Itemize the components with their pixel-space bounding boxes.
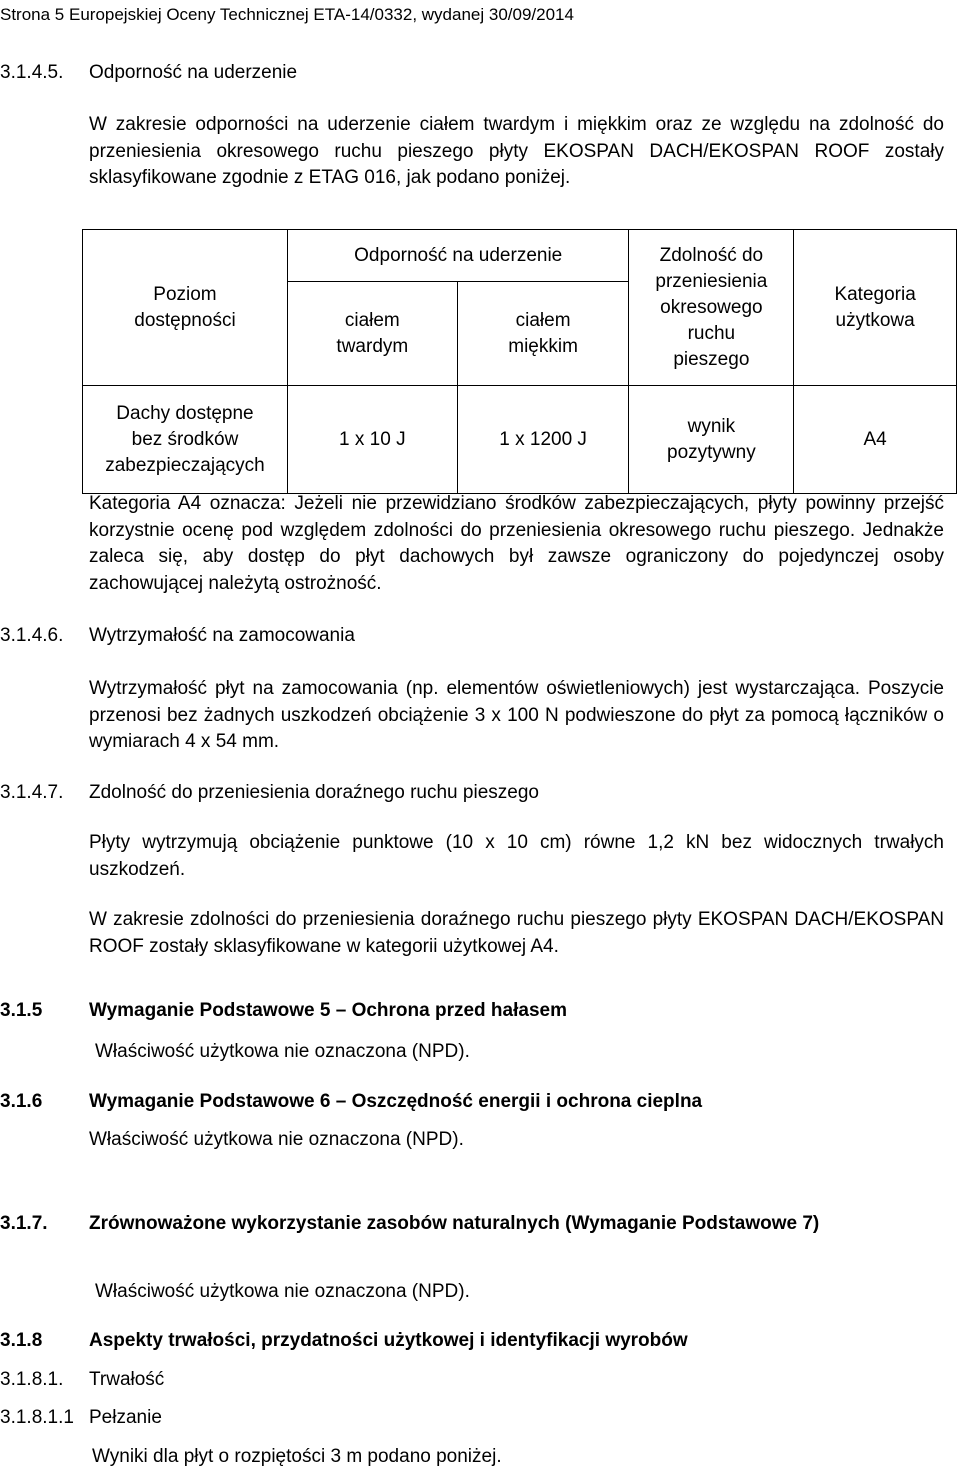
- section-3-1-4-6-title: Wytrzymałość na zamocowania: [89, 625, 355, 646]
- header-access-level: Poziom dostępności: [83, 230, 288, 386]
- section-3-1-6-title: Wymaganie Podstawowe 6 – Oszczędność energii i ochrona cieplna: [89, 1091, 703, 1112]
- cell-soft-body: 1 x 1200 J: [457, 386, 629, 494]
- section-3-1-4-7-paragraph-2: W zakresie zdolności do przeniesienia doraźnego ruchu pieszego płyty EKOSPAN DACH/EKOSPAN ROOF zostały sklasyfikowane w kategorii użytkowej A4.: [89, 909, 944, 957]
- section-3-1-5-number: 3.1.5: [0, 1000, 43, 1021]
- section-3-1-5-text: Właściwość użytkowa nie oznaczona (NPD).: [95, 1041, 470, 1062]
- impact-resistance-table: [82, 229, 957, 494]
- section-3-1-7-text: Właściwość użytkowa nie oznaczona (NPD).: [95, 1281, 470, 1302]
- section-3-1-6-number: 3.1.6: [0, 1091, 43, 1112]
- header-hard-body: ciałem twardym: [287, 282, 457, 386]
- section-3-1-4-7-title: Zdolność do przeniesienia doraźnego ruchu pieszego: [89, 782, 539, 803]
- cell-use-category: A4: [794, 386, 957, 494]
- category-a4-note: Kategoria A4 oznacza: Jeżeli nie przewidziano środków zabezpieczających, płyty powinny przejść korzystnie ocenę pod względem zdolności do przeniesienia okresowego ruchu pieszego. Jednakże zaleca się, aby dostęp do płyt dachowych był zawsze ograniczony do pojedynczej osoby zachowującej należytą ostrożność.: [89, 493, 944, 594]
- section-3-1-5-title: Wymaganie Podstawowe 5 – Ochrona przed hałasem: [89, 1000, 567, 1021]
- header-impact-resistance: Odporność na uderzenie: [287, 230, 629, 282]
- section-3-1-4-7-paragraph-1: Płyty wytrzymują obciążenie punktowe (10 x 10 cm) równe 1,2 kN bez widocznych trwałych uszkodzeń.: [89, 832, 944, 880]
- cell-walk-capacity: wynik pozytywny: [629, 386, 794, 494]
- section-3-1-7-number: 3.1.7.: [0, 1213, 48, 1234]
- section-3-1-8-number: 3.1.8: [0, 1330, 43, 1351]
- section-3-1-4-5-paragraph: W zakresie odporności na uderzenie ciałem twardym i miękkim oraz ze względu na zdolność do przeniesienia okresowego ruchu pieszego płyty EKOSPAN DACH/EKOSPAN ROOF zostały sklasyfikowane zgodnie z ETAG 016, jak podano poniżej.: [89, 114, 944, 188]
- cell-access-level: Dachy dostępne bez środków zabezpieczających: [83, 386, 288, 494]
- header-use-category: Kategoria użytkowa: [794, 230, 957, 386]
- section-3-1-8-1-1-text: Wyniki dla płyt o rozpiętości 3 m podano poniżej.: [92, 1446, 502, 1467]
- section-3-1-8-1-1-number: 3.1.8.1.1: [0, 1407, 74, 1428]
- section-3-1-4-5-number: 3.1.4.5.: [0, 62, 64, 83]
- header-soft-body: ciałem miękkim: [457, 282, 629, 386]
- section-3-1-4-5-title: Odporność na uderzenie: [89, 62, 298, 83]
- section-3-1-7-title: Zrównoważone wykorzystanie zasobów naturalnych (Wymaganie Podstawowe 7): [89, 1213, 820, 1234]
- section-3-1-8-title: Aspekty trwałości, przydatności użytkowej i identyfikacji wyrobów: [89, 1330, 688, 1351]
- section-3-1-8-1-number: 3.1.8.1.: [0, 1369, 64, 1390]
- section-3-1-4-6-paragraph: Wytrzymałość płyt na zamocowania (np. elementów oświetleniowych) jest wystarczająca. Poszycie przenosi bez żadnych uszkodzeń obciążenie 3 x 100 N podwieszone do płyt za pomocą łączników o wymiarach 4 x 54 mm.: [89, 678, 944, 752]
- section-3-1-4-7-number: 3.1.4.7.: [0, 782, 64, 803]
- cell-hard-body: 1 x 10 J: [287, 386, 457, 494]
- page-header: Strona 5 Europejskiej Oceny Technicznej ETA-14/0332, wydanej 30/09/2014: [0, 5, 574, 24]
- section-3-1-4-6-number: 3.1.4.6.: [0, 625, 64, 646]
- section-3-1-8-1-title: Trwałość: [89, 1369, 165, 1390]
- section-3-1-6-text: Właściwość użytkowa nie oznaczona (NPD).: [89, 1129, 464, 1150]
- section-3-1-8-1-1-title: Pełzanie: [89, 1407, 162, 1428]
- header-walk-capacity: Zdolność do przeniesienia okresowego ruchu pieszego: [629, 230, 794, 386]
